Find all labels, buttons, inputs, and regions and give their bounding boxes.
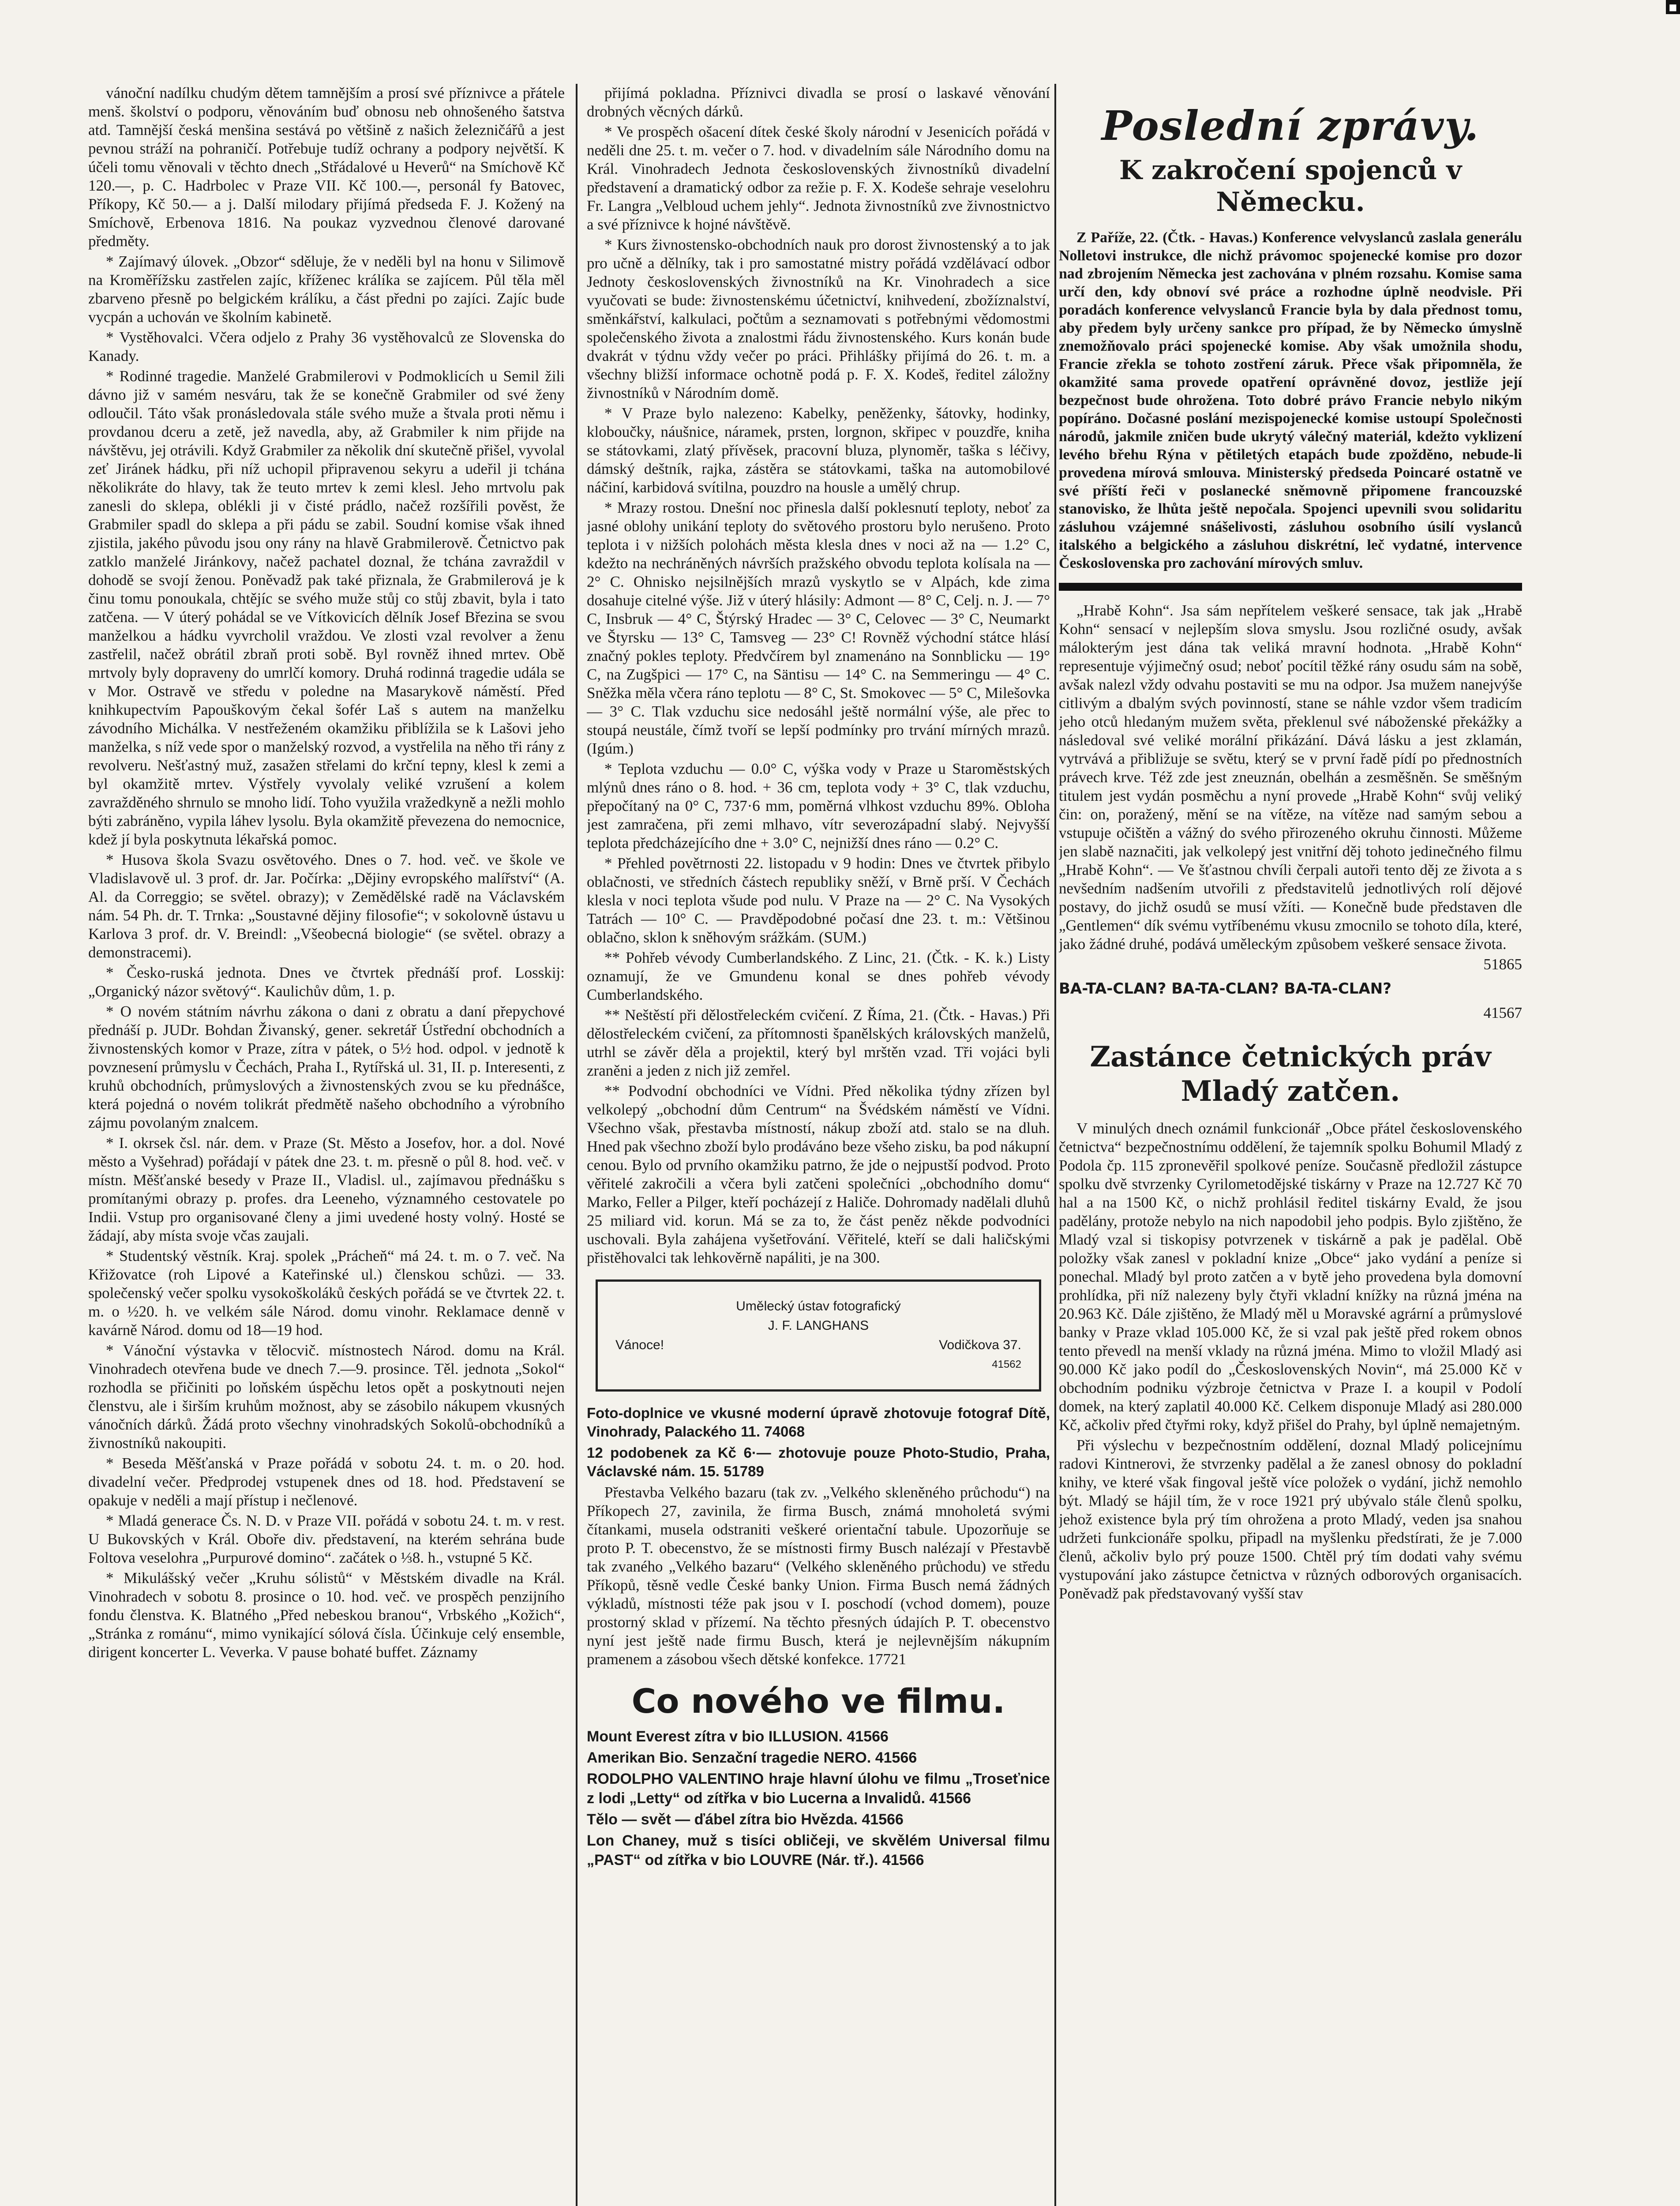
news-item: ** Neštěstí při dělostřeleckém cvičení. Z Říma, 21. (Čtk. - Havas.) Při dělostřeleckém cvičení, za přítomnosti španělských královských manželů, utrhl se závěr děla a projektil, který byl mrštěn vzad. Tři vojáci byli zraněni a jeden z nich již zemřel. xyxy=(587,1006,1050,1079)
news-item: * Mladá generace Čs. N. D. v Praze VII. pořádá v sobotu 24. t. m. v rest. U Bukovských v Král. Oboře div. představení, na kterém sehrána bude Foltova veselohra „Purpurové domino“. začátek o ⅓8. h., vstupné 5 Kč. xyxy=(88,1512,565,1566)
film-section-title: Co nového ve filmu. xyxy=(631,1681,1005,1721)
news-item: * Beseda Měšťanská v Praze pořádá v sobotu 24. t. m. o 20. hod. divadelní večer. Předprodej vstupenek dnes od 18. hod. Představení se opakuje v neděli a mají přístup i nečlenové. xyxy=(88,1455,565,1509)
latest-news-title: Poslední zprávy. xyxy=(1101,102,1480,150)
latest-news-body: Z Paříže, 22. (Čtk. - Havas.) Konference velvyslanců zaslala generálu Nolletovi instrukce, dle nichž právomoc spojenecké komise pro dozor nad zbrojením Německa jest zachována v plném rozsahu. Komise sama určí den, kdy obnoví své práce a rozhodne úplně neodvisle. Při poradách konference velvyslanců Francie byla by dala přednost tomu, aby předem byly určeny sankce pro případ, že by Německo úmyslně znemožňovalo práci spojenecké komise. Aby však umožnila shodu, Francie zřekla se tohoto zostření záruk. Přece však připomněla, že okamžité sama provede opatření oprávněné dovoz, jestliže její bezpečnost bude ohrožena. Toto dobré právo Francie nebylo nikým popíráno. Dočasné poslání mezispojenecké komise ustoupí Společnosti národů, jakmile zničen bude ukrytý válečný materiál, kdežto vyklizení levého břehu Rýna v pětiletých etapách bude zpožděno, nebude-li provedena mírová smlouva. Ministerský předseda Poincaré ostatně ve své příští řeči v poslanecké sněmovně připomene francouzské stanovisko, že lhůta ještě nepočala. Spojenci upevnili svou solidaritu zásluhou vzájemné snášelivosti, zásluhou osobního úsilí vyslanců italského a belgického a zásluhou diskrétní, leč vydatné, intervence Československa pro zachování mírových smluv. xyxy=(1059,229,1522,571)
film-line: Tělo — svět — ďábel zítra bio Hvězda. 41566 xyxy=(587,1811,904,1828)
news-item: * Vánoční výstavka v tělocvič. místnostech Národ. domu na Král. Vinohradech otevřena bude ve dnech 7.—9. prosince. Těl. jednota „Sokol“ rozhodla se přičiniti po loňském úspěchu letos opět a poskytnouti nejen členstvu, ale i širším kruhům možnost, aby se zásobilo nákupem vkusných vánočních dárků. Žádá proto všechny vinohradských Sokolů-obchodníků a živnostníků nakoupiti. xyxy=(88,1342,565,1452)
ad-number: 41562 xyxy=(992,1358,1021,1370)
film-line: Mount Everest zítra v bio ILLUSION. 41566 xyxy=(587,1728,889,1745)
news-item: * Přehled povětrnosti 22. listopadu v 9 hodin: Dnes ve čtvrtek přibylo oblačnosti, ve středních částech republiky sněží, v Brně prší. V Čechách klesla v noci teplota všude pod nulu. V Praze na — 2° C. Na Vysokých Tatrách — 10° C. — Pravděpodobné počasí dne 23. t. m.: Většinou oblačno, sklon k sněhovým srážkám. (SUM.) xyxy=(587,855,1050,946)
ad-left: Vánoce! xyxy=(615,1338,664,1352)
ad-right: Vodičkova 37. xyxy=(939,1338,1021,1352)
ad-line: J. F. LANGHANS xyxy=(768,1318,869,1333)
article-title: Zastánce četnických práv Mladý zatčen. xyxy=(1090,1040,1491,1108)
ad-line: Umělecký ústav fotografický xyxy=(736,1299,901,1313)
photo-studio-ad xyxy=(596,1279,1041,1392)
article-paragraph: V minulých dnech oznámil funkcionář „Obce přátel československého četnictva“ bezpečnostnímu oddělení, že tajemník spolku Bohumil Mladý z Podola čp. 115 zpronevěřil spolkové peníze. Současně předložil zástupce spolku dvě stvrzenky Cyrilometodějské tiskárny v Praze na 12.727 Kč 70 hal a na 1500 Kč, o nichž prohlásil ředitel tiskárny Evald, že jsou padělány, protože nebylo na nich napodobil jeho podpis. Bylo zjištěno, že Mladý vzal si tiskopisy potvrzenek v tiskárně a pak je padělal. Obě položky však zanesl v pokladní knize „Obce“ jako vydání a peníze si ponechal. Mladý byl proto zatčen a v bytě jeho provedena byla domovní prohlídka, při níž nalezeny byly čtyři vkladní knížky na různá jména na 20.963 Kč. Dále zjištěno, že Mladý měl u Moravské agrární a průmyslové banky v Praze vklad 105.000 Kč, že si vzal pak ještě před rokem obnos tento převedl na menší vklady na různá jména. Mimo to vložil Mladý asi 90.000 Kč jako podíl do „Československých Novin“, má 25.000 Kč v obchodním podniku výzbroje četnictva v Praze I. a koupil v Podolí domek, na který zaplatil 40.000 Kč. Celkem disponuje Mladý asi 280.000 Kč, ačkoliv před čtyřmi roky, když přišel do Prahy, byl úplně nemajetným. xyxy=(1059,1120,1522,1433)
photo-studio-ad-2: 12 podobenek za Kč 6·— zhotovuje pouze Photo-Studio, Praha, Václavské nám. 15. 51789 xyxy=(587,1444,1050,1479)
film-review: „Hrabě Kohn“. Jsa sám nepřítelem veškeré sensace, tak jak „Hrabě Kohn“ sensací v nejlepším slova smyslu. Jsou rozličné osudy, avšak málokterým jest dána tak veliká mravní hodnota. „Hrabě Kohn“ representuje výjimečný osud; neboť pocítil těžké rány osudu sám na sobě, avšak nalezl vždy odvahu postaviti se mu na odpor. Jsa mužem nanejvýše citlivým a dbalým svých povinností, stane se náhle vzdor všem tradicím jeho otců hledaným mužem světa, překlenul své náboženské překážky a následoval své veliké morální přikázání. Dává lásku a jest zklamán, vytrvává a přibližuje se světu, který se v první řadě pídí po přednostních právech krve. Též zde jest zneuznán, obelhán a zesměšněn. Se směšným titulem jest vydán posměchu a nyní provede „Hrabě Kohn“ svůj veliký čin: on, poražený, mění se na vítěze, na vítěze nad samým sebou a vstupuje očištěn a vážný do svého přirozeného okruhu činnosti. Můžeme jen slabě naznačiti, jak velkolepý jest vnitřní děj tohoto jedinečného filmu „Hrabě Kohn“. — Ve šťastnou chvíli čerpali autoři tento děj ze života a s nevšedním nadšením utvořili z představitelů jednotlivých rolí dějové postavy, do jichž osudů se musí vžíti. — Konečně bude představen dle „Gentlemen“ dík svému vytříbenému vkusu zmocnilo se tohoto díla, které, jako žádné druhé, podává uměleckým způsobem veškeré sensace života. xyxy=(1059,602,1522,953)
news-item: * O novém státním návrhu zákona o dani z obratu a daní přepychové přednáší p. JUDr. Bohdan Živanský, gener. sekretář Ústřední obchodních a živnostenských komor v Praze, zítra v pátek, o 5½ hod. odpol. v jednotě k povznesení průmyslu v Čechách, Praha I., Rytířská ul. 31, II. p. Interesenti, z kruhů obchodních, průmyslových a živnostenských zvou se ku přednášce, která pojedná o novém tolikrát předmětě našeho obchodního a výrobního zájmu povolaným znalcem. xyxy=(88,1003,565,1131)
ba-ta-clan-banner: BA-TA-CLAN? BA-TA-CLAN? BA-TA-CLAN? xyxy=(1059,980,1391,998)
news-item: ** Pohřeb vévody Cumberlandského. Z Linc, 21. (Čtk. - K. k.) Listy oznamují, že ve Gmundenu konal se dnes pohřeb vévody Cumberlandského. xyxy=(587,949,1050,1003)
news-item: * Rodinné tragedie. Manželé Grabmilerovi v Podmoklicích u Semil žili dávno již v samém nesváru, tak že se konečně Grabmiler od své ženy odloučil. Táto však pronásledovala stále svého muže a štvala proti němu i provdanou dceru a zetě, jež navedla, aby, až Grabmiler k nim přijde na návštěvu, jej otrávili. Když Grabmiler za několik dní skutečně přišel, vyvolal zeť Jiránek hádku, při níž uchopil připravenou sekyru a udeřil ji tchána několikráte do hlavy, tak že teuto mrtev k zemi klesl. Jeho mrtvolu pak zanesli do sklepa, oblékli ji v čisté prádlo, načež rozšířili pověst, že Grabmiler spadl do sklepa a při pádu se zabil. Soudní komise však ihned zjistila, jakého původu jsou ony rány na hlavě Grabmilerově. Četnictvo pak zatklo manželé Jiránkovy, načež pachatel doznal, že tchána zavraždil v dohodě se svojí ženou. Poněvadž pak také přiznala, že Grabmilerová je k činu tomu ponoukala, chtějíc se svého muže stůj co stůj zbavit, byla i tato zatčena. — V úterý pohádal se ve Vítkovicích dělník Josef Březina se svou manželkou a hádku vyvrcholil vraždou. Ve zlosti vzal revolver a ženu zastřelil, načež obrátil zbraň proti sobě. Byl rovněž ihned mrtev. Obě mrtvoly byly dopraveny do umrlčí komory. Druhá rodinná tragedie udála se v Mor. Ostravě ve středu v poledne na Masarykově náměstí. Před knihkupectvím Papouškovým čekal šofér Laš s autem na manželku závodního Michálka. V nestřeženém okamžiku přiblížila se k Lašovi jeho manželka, s níž vede spor o manželský rozvod, a vystřelila na něho tři rány z revolveru. Nešťastný muž, zasažen střelami do krční tepny, klesl k zemi a byl okamžitě mrtev. Výstřely vyvolaly veliké vzrušení a kolem zavražděného shrnulo se mnoho lidí. Toho využila vražedkyně a nežli mohlo býti zabráněno, vypila láhev lysolu. Byla okamžitě převezena do nemocnice, kdež jí byla poskytnuta lékařská pomoc. xyxy=(88,368,565,848)
latest-news-subtitle: K zakročení spojenců v Německu. xyxy=(1119,155,1462,218)
news-item: * Ve prospěch ošacení dítek české školy národní v Jesenicích pořádá v neděli dne 25. t. m. večer o 7. hod. v divadelním sále Národního domu na Král. Vinohradech Jednota československých živnostníků divadelní představení a dramatický odbor za režie p. F. X. Kodeše sehraje veselohru Fr. Langra „Velbloud uchem jehly“. Jednota živnostníků zve živnostnictvo a své příznivce k hojné návštěvě. xyxy=(587,123,1050,233)
ad-row xyxy=(615,1336,1021,1355)
news-item: * Studentský věstník. Kraj. spolek „Prácheň“ má 24. t. m. o 7. več. Na Křižovatce (roh Lipové a Kateřinské ul.) členskou schůzi. — 33. společenský večer spolku vysokoškoláků českých pořádá se ve čtvrtek 22. t. m. o ½20. h. ve velkém sále Národ. domu vinohr. Reklamace denně v kavárně Národ. domu od 18—19 hod. xyxy=(88,1247,565,1339)
news-item: * Česko-ruská jednota. Dnes ve čtvrtek přednáší prof. Losskij: „Organický názor světový“. Kaulichův dům, 1. p. xyxy=(88,964,565,1000)
article-paragraph: Při výslechu v bezpečnostním oddělení, doznal Mladý policejnímu radovi Kintnerovi, že stvrzenky padělal a že zanesl obnosy do pokladní knihy, ve které však fingoval ještě více položek o vydání, jichž nemohlo být. Mladý se hájil tím, že v roce 1921 prý ubývalo stále členů spolku, jehož existence byla prý tím ohrožena a proto Mladý, veden jsa snahou udržeti funkcionáře spolku, připadl na myšlenku předstírati, že je 7.000 členů, ačkoliv bylo prý pouze 1500. Chtěl prý tím dodati vahy svému vystupování jako zástupce četnictva v různých odborových organisacích. Poněvadž pak představovaný vyšší stav xyxy=(1059,1437,1522,1602)
news-item: * I. okrsek čsl. nár. dem. v Praze (St. Město a Josefov, hor. a dol. Nové město a Vyšehrad) pořádají v pátek dne 23. t. m. přesně o půl 8. hod. več. v místn. Měšťanské besedy v Praze II., Vladisl. ul., zajímavou přednášku s promítanými obrazy p. profes. dra Leeneho, významného cestovatele po Indii. Vstup pro organisované členy a jimi uvedené hosty volný. Hosté se žádají, aby místa svoje včas zaujali. xyxy=(88,1134,565,1244)
column-1 xyxy=(88,84,565,2206)
photo-ad: Foto-doplnice ve vkusné moderní úpravě zhotovuje fotograf Dítě, Vinohrady, Palackého 11. 74068 xyxy=(587,1405,1050,1440)
review-number: 51865 xyxy=(1483,956,1522,973)
news-item: ** Podvodní obchodníci ve Vídni. Před několika týdny zřízen byl velkolepý „obchodní dům Centrum“ na Švédském náměstí ve Vídni. Všechno však, přestavba místností, nákup zboží atd. stalo se na dluh. Hned pak všechno zboží bylo prodáváno beze všeho zisku, ba pod nákupní cenou. Bylo od prvního okamžiku patrno, že jde o nejpustší podvod. Proto věřitelé zakročili a včera byli zatčeni společníci „obchodního domu“ Marko, Feller a Pilger, kteří pocházejí z Haliče. Dohromady nadělali dluhů 25 miliard vid. korun. Má se za to, že část peněz někde podvodníci uschovali. Byla zahájena vyšetřování. Věřitelé, kteří se dali haličskými přistěhovalci tak lehkověrně napáliti, je na 300. xyxy=(587,1082,1050,1266)
news-item: * Vystěhovalci. Včera odjelo z Prahy 36 vystěhovalců ze Slovenska do Kanady. xyxy=(88,329,565,364)
column-rule-left xyxy=(576,84,578,2206)
news-item: * Zajímavý úlovek. „Obzor“ sděluje, že v neděli byl na honu v Silimově na Kroměřížsku zastřelen zajíc, kříženec králíka se zajícem. Půl těla měl zbarveno přesně po belgickém králíku, a část předni po zajíci. Zajíc bude vycpán a uchován ve školním kabinetě. xyxy=(88,253,565,326)
banner-number: 41567 xyxy=(1483,1004,1522,1021)
news-item: * Husova škola Svazu osvětového. Dnes o 7. hod. več. ve škole ve Vladislavově ul. 3 prof. dr. Jar. Počírka: „Dějiny evropského malířství“ (A. Al. da Correggio; se světel. obrazy); v Zemědělské radě na Václavském nám. 54 Ph. dr. T. Trnka: „Soustavné dějiny filosofie“; v sokolovně ústavu u Karlova 3 prof. dr. V. Breindl: „Všeobecná biologie“ (se světel. obrazy a demonstracemi). xyxy=(88,851,565,961)
news-item: * Mikulášský večer „Kruhu sólistů“ v Městském divadle na Král. Vinohradech v sobotu 8. prosince o 10. hod. več. ve prospěch penzijního fondu členstva. K. Blatného „Před nebeskou branou“, Vrbského „Kožich“, „Stránka z románu“, mimo vynikající sólová čísla. Účinkuje celý ensemble, dirigent koncerter L. Veverka. V pause bohaté buffet. Záznamy xyxy=(88,1569,565,1661)
section-rule xyxy=(1059,583,1522,591)
film-line: Amerikan Bio. Senzační tragedie NERO. 41566 xyxy=(587,1749,917,1766)
column-3 xyxy=(1059,84,1522,2206)
corner-page-mark: ■ xyxy=(1666,0,1680,14)
column-rule-right xyxy=(1054,84,1056,2206)
news-item: vánoční nadílku chudým dětem tamnějším a prosí své příznivce a přátele menš. školství o podporu, věnováním buď obnosu neb ohnošeného šatstva atd. Tamnější česká menšina sestává po většině z našich železničářů a jest pevnou stráží na pohraničí. Potřebuje tudíž ochrany a podpory největší. K účeli tomu věnovali v těchto dnech „Střádalové u Heverů“ na Smíchově Kč 120.—, p. C. Hadrbolec v Praze VII. Kč 100.—, personál fy Batovec, Příkopy, Kč 50.— a j. Další milodary přijímá předseda F. J. Kožený na Smíchově, Erbenova 1816. Na poukaz vyzvednou členové darované předměty. xyxy=(88,84,565,250)
bazaar-ad: Přestavba Velkého bazaru (tak zv. „Velkého skleněného průchodu“) na Příkopech 27, zavinila, že firma Busch, známá mnoholetá svými čítankami, musela odstraniti veškeré orientační tabule. Upozorňuje se proto P. T. obecenstvo, že se místnosti firmy Busch nalézají v Přestavbě tak zvaného „Velkého bazaru“ (Velkého skleněného průchodu) ve středu Příkopů, těsně vedle České banky Union. Firma Busch nemá žádných výkladů, místnosti téže pak jsou v I. poschodí (vchod domem), pouze prostorný sklad v přízemí. Na těchto přesných údajích P. T. obecenstvo nyní jest ještě nade firmu Busch, která je nejlevnějším nákupním pramenem a zásobou všech dětské konfekce. 17721 xyxy=(587,1484,1050,1668)
film-line: Lon Chaney, muž s tisíci obličeji, ve skvělém Universal filmu „PAST“ od zítřka v bio LOUVRE (Nár. tř.). 41566 xyxy=(587,1832,1050,1868)
film-line: RODOLPHO VALENTINO hraje hlavní úlohu ve filmu „Troseťnice z lodi „Letty“ od zítřka v bio Lucerna a Invalidů. 41566 xyxy=(587,1771,1050,1807)
column-2 xyxy=(587,84,1050,2206)
news-item: * V Praze bylo nalezeno: Kabelky, peněženky, šátovky, hodinky, kloboučky, náušnice, náramek, prsten, lorgnon, skřipec v pouzdře, kniha se státovkami, zlatý přívěsek, pracovní bluza, plynoměr, taška s léčivy, dámský deštník, rajka, zástěra se státovkami, taška na automobilové náčiní, karbidová svítilna, pouzdro na housle a umělý chrup. xyxy=(587,405,1050,496)
news-item: * Kurs živnostensko-obchodních nauk pro dorost živnostenský a to jak pro učně a dělníky, tak i pro samostatné mistry pořádá vzdělávací odbor Jednoty československých živnostníků na Kr. Vinohradech a sice vyučovati se bude: živnostenskému účetnictví, knihvedení, zbožíznalství, směnkářství, kalkulaci, počtům a seznamovati s potřebnými vědomostmi společenského života a znalostmi řádu živnostenského. Kurs konán bude dvakrát v týdnu vždy večer po práci. Přihlášky přijímá do 26. t. m. a všechny bližší informace ochotně podá p. F. X. Kodeš, ředitel záložny živnostníků v Národním domě. xyxy=(587,236,1050,401)
news-item: přijímá pokladna. Příznivci divadla se prosí o laskavé věnování drobných věcných dárků. xyxy=(587,84,1050,120)
news-item: * Mrazy rostou. Dnešní noc přinesla další poklesnutí teploty, neboť za jasné oblohy unikání teploty do světového prostoru bylo nerušeno. Proto teplota i v nižších polohách města klesla dnes v noci až na — 1.2° C, kdežto na nechráněných návrších pražského obvodu teplota kolísala na — 2° C. Ohnisko nejsilnějších mrazů vyskytlo se v Alpách, kde zima dosahuje citelné výše. Již v úterý hlásily: Admont — 8° C, Celj. n. J. — 7° C, Insbruk — 4° C, Štýrský Hradec — 3° C, Celovec — 3° C, Neumarkt ve Štyrsku — 13° C, Tamsveg — 23° C! Rovněž východní státce hlásí značný pokles teploty. Předvčírem byl znamenáno na Sonnblicku — 19° C, na Zugšpici — 17° C, na Säntisu — 14° C. na Semmeringu — 4° C. Sněžka měla včera ráno teplotu — 8° C, St. Smokovec — 5° C, Milešovka — 3° C. Tlak vzduchu sice nedosáhl ještě normální výše, ale přec to stoupá neustále, čímž tvoří se lepší podmínky pro trvání mírných mrazů. (Igúm.) xyxy=(587,499,1050,757)
news-item: * Teplota vzduchu — 0.0° C, výška vody v Praze u Staroměstských mlýnů dnes ráno o 8. hod. + 36 cm, teplota vody + 3° C, tlak vzduchu, přepočítaný na 0° C, 737·6 mm, poměrná vlhkost vzduchu 89%. Obloha jest zamračena, při zemi mlhavo, vítr severozápadní slabý. Nejvyšší teplota předcházejícího dne + 3.0° C, nejnižší dnes ráno — 0.2° C. xyxy=(587,760,1050,852)
